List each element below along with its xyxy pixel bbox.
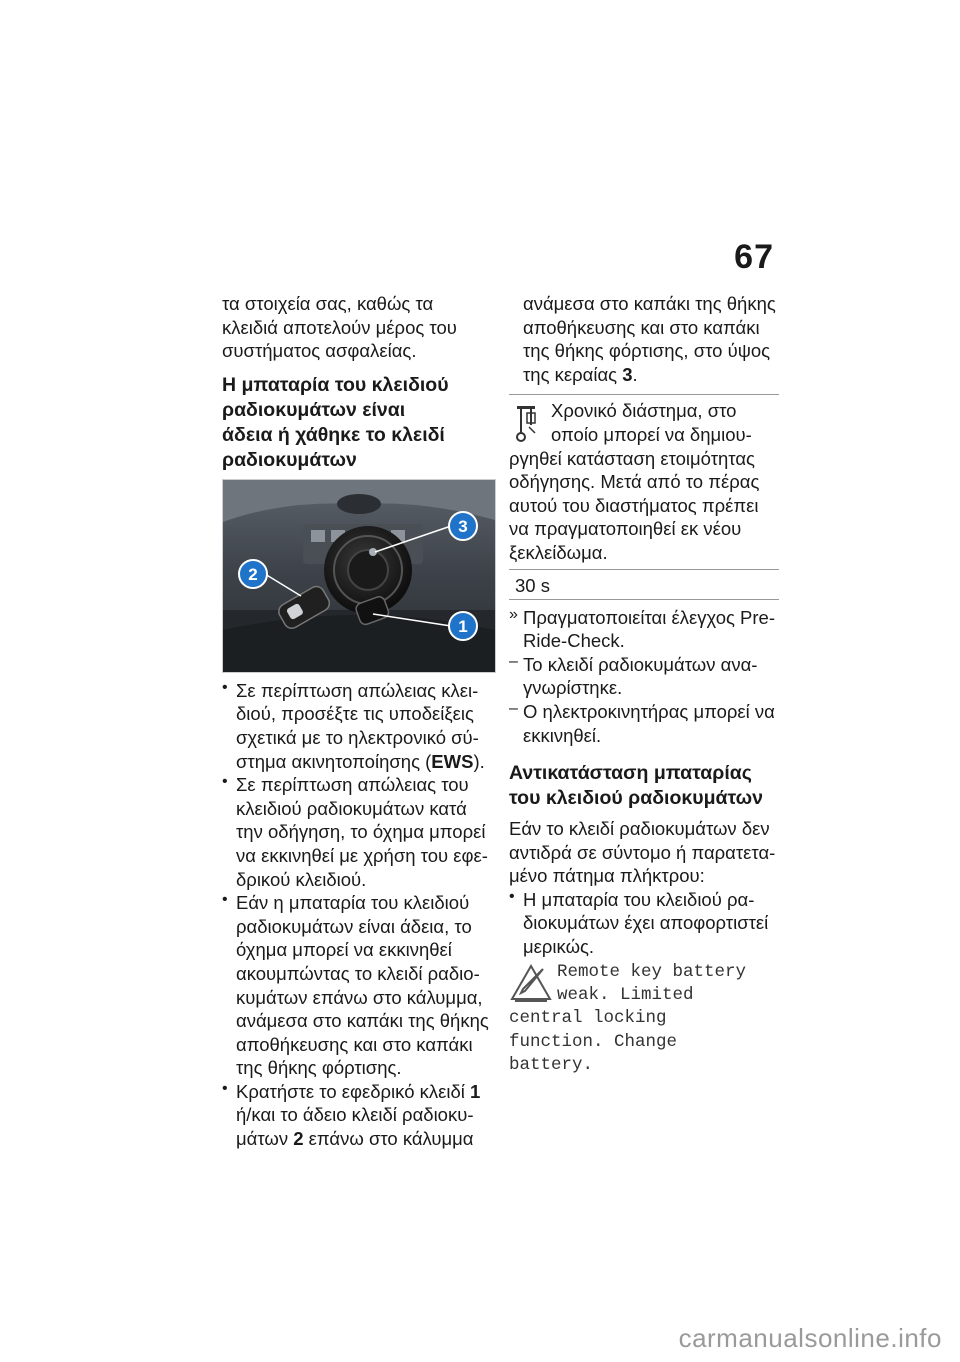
paragraph-line: Εάν το κλειδί ραδιοκυμάτων δεν: [509, 818, 770, 840]
text-line: αποθήκευσης και στο καπάκι: [523, 316, 760, 338]
key-location-illustration: [223, 480, 495, 672]
list-line: να εκκινηθεί με χρήση του εφε-: [236, 844, 488, 866]
dash-mark: –: [509, 652, 518, 670]
callout-3: [449, 512, 477, 540]
ews-term: EWS: [431, 750, 474, 772]
warning-line: function. Change: [509, 1031, 678, 1052]
text-run: .: [632, 363, 638, 385]
list-line: γνωρίστηκε.: [523, 677, 623, 699]
svg-text:1: 1: [458, 616, 468, 636]
note-line: Χρονικό διάστημα, στο: [551, 400, 737, 422]
list-line: Σε περίπτωση απώλειας του: [236, 774, 469, 796]
heading-line: Η μπαταρία του κλειδιού: [222, 373, 449, 396]
note-line: να πραγματοποιηθεί εκ νέου: [509, 518, 742, 540]
list-item: [222, 773, 496, 891]
result-item: [509, 606, 779, 653]
svg-text:3: 3: [458, 516, 468, 536]
section-heading-battery-replacement: [509, 761, 779, 811]
list-line: Πραγματοποιείται έλεγχος Pre-: [523, 606, 776, 628]
list-line: διού, προσέξτε τις υποδείξεις: [236, 703, 474, 725]
list-line: σχετικά με το ηλεκτρονικό σύ-: [236, 726, 479, 748]
watermark: carmanualsonline.info: [678, 1323, 942, 1353]
bullet-mark: •: [222, 891, 228, 909]
heading-line: ραδιοκυμάτων είναι: [222, 398, 406, 421]
ref-number: 2: [293, 1128, 304, 1150]
ref-number: 3: [622, 363, 633, 385]
dash-item: [509, 653, 779, 700]
list-line: Εάν η μπαταρία του κλειδιού: [236, 892, 470, 914]
text-line: της θήκης φόρτισης, στο ύψος: [523, 340, 771, 362]
section-heading-empty-key: [222, 373, 496, 473]
continued-text: [509, 292, 779, 386]
list-line: όχημα μπορεί να εκκινηθεί: [236, 939, 452, 961]
bullet-mark: •: [222, 1079, 228, 1097]
text-line: ανάμεσα στο καπάκι της θήκης: [523, 293, 776, 314]
note-line: ξεκλείδωμα.: [509, 541, 608, 563]
dash-item: [509, 700, 779, 747]
list-line: Σε περίπτωση απώλειας κλει-: [236, 679, 479, 701]
heading-line: ραδιοκυμάτων: [222, 448, 357, 471]
note-line: οδήγησης. Μετά από το πέρας: [509, 471, 760, 493]
paragraph-line: μένο πάτημα πλήκτρου:: [509, 865, 705, 887]
text-run: της κεραίας: [523, 363, 623, 385]
list-line: ακουμπώντας το κλειδί ραδιο-: [236, 962, 480, 984]
list-line: ή/και το άδειο κλειδί ραδιοκυ-: [236, 1104, 474, 1126]
result-mark: »: [509, 605, 518, 623]
callout-2: [239, 560, 267, 588]
list-item: [509, 888, 779, 959]
heading-line: Αντικατάσταση μπαταρίας: [509, 762, 752, 785]
svg-text:2: 2: [248, 564, 258, 584]
note-line: ργηθεί κατάσταση ετοιμότητας: [509, 447, 755, 469]
text-run: μάτων: [236, 1128, 294, 1150]
warning-line: weak. Limited: [557, 985, 694, 1006]
warning-triangle-icon: [509, 963, 553, 1003]
heading-line: άδεια ή χάθηκε το κλειδί: [222, 423, 445, 446]
warning-line: Remote key battery: [557, 961, 747, 982]
warning-line: battery.: [509, 1055, 594, 1076]
list-line: την οδήγηση, το όχημα μπορεί: [236, 821, 486, 843]
list-line: κυμάτων επάνω στο κάλυμμα,: [236, 986, 483, 1008]
warning-line: central locking: [509, 1008, 667, 1029]
list-line: ραδιοκυμάτων είναι άδεια, το: [236, 915, 472, 937]
list-line: αποθήκευσης και στο καπάκι: [236, 1033, 473, 1055]
list-line: κλειδιού ραδιοκυμάτων κατά: [236, 797, 467, 819]
paragraph-line: αντιδρά σε σύντομο ή παρατετα-: [509, 841, 776, 863]
intro-line: συστήματος ασφαλείας.: [222, 340, 417, 362]
list-line: δρικού κλειδιού.: [236, 868, 367, 890]
list-line: Η μπαταρία του κλειδιού ρα-: [523, 888, 755, 910]
note-line: αυτού του διαστήματος πρέπει: [509, 494, 759, 516]
right-column: [509, 292, 779, 1078]
list-item: [222, 891, 496, 1080]
text-run: ).: [473, 750, 485, 772]
list-item: [222, 1080, 496, 1151]
list-line: μερικώς.: [523, 936, 595, 958]
callout-1: [449, 612, 477, 640]
list-line: της θήκης φόρτισης.: [236, 1057, 402, 1079]
text-run: στημα ακινητοποίησης (: [236, 750, 432, 772]
list-line: [236, 750, 496, 774]
left-column: [222, 292, 496, 1151]
timeout-note-box: [509, 394, 779, 599]
bullet-mark: •: [509, 887, 515, 905]
list-line: εκκινηθεί.: [523, 724, 602, 746]
bullet-mark: •: [222, 678, 228, 696]
warning-message: [509, 961, 779, 1078]
list-line: Ride-Check.: [523, 630, 625, 652]
list-line: Ο ηλεκτροκινητήρας μπορεί να: [523, 700, 775, 722]
page-number: 67: [734, 238, 774, 276]
list-line: [236, 1127, 496, 1151]
text-run: Κρατήστε το εφεδρικό κλειδί: [236, 1080, 471, 1102]
note-line: οποίο μπορεί να δημιου-: [551, 423, 752, 445]
list-line: Το κλειδί ραδιοκυμάτων ανα-: [523, 653, 758, 675]
bullet-mark: •: [222, 773, 228, 791]
key-timer-icon: [513, 403, 543, 443]
list-line: [236, 1080, 496, 1104]
dash-mark: –: [509, 699, 518, 717]
heading-line: του κλειδιού ραδιοκυμάτων: [509, 787, 763, 810]
ref-number: 1: [470, 1080, 481, 1102]
intro-line: τα στοιχεία σας, καθώς τα: [222, 293, 434, 314]
key-location-photo: [222, 479, 496, 673]
list-item: [222, 679, 496, 773]
text-line: [523, 363, 779, 387]
intro-line: κλειδιά αποτελούν μέρος του: [222, 316, 457, 338]
text-run: επάνω στο κάλυμμα: [303, 1128, 474, 1150]
timeout-value: 30 s: [509, 569, 779, 599]
list-line: διοκυμάτων έχει αποφορτιστεί: [523, 912, 769, 934]
list-line: ανάμεσα στο καπάκι της θήκης: [236, 1010, 489, 1032]
